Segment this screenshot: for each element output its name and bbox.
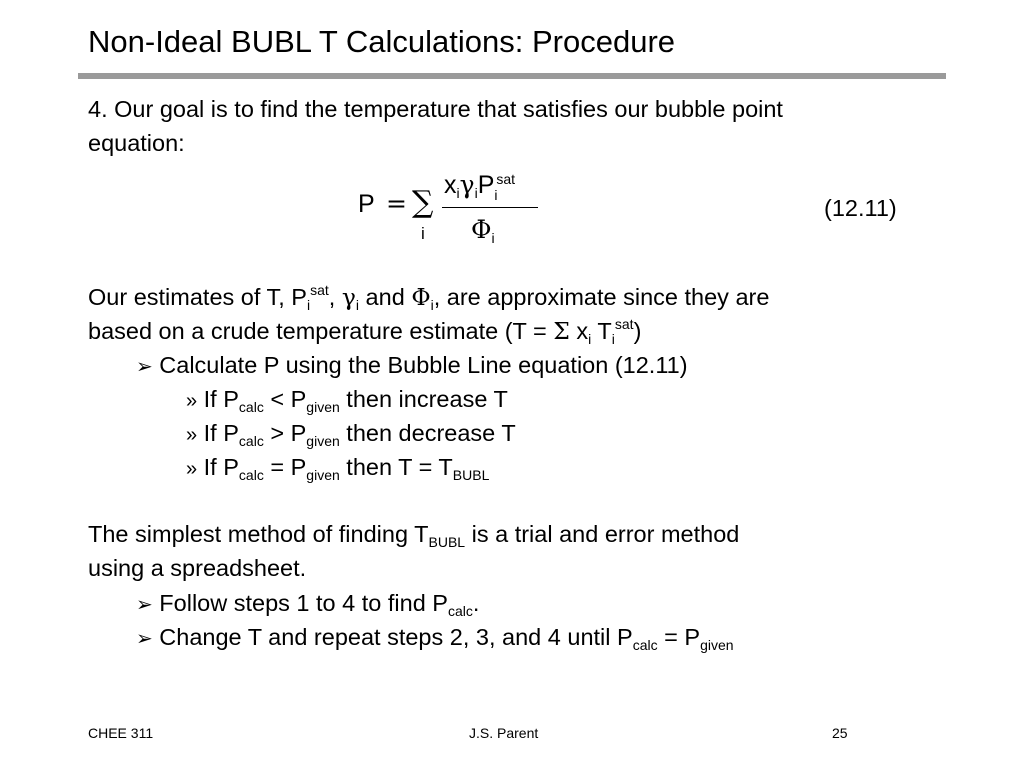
fraction-numerator: $x_i\gamma_iP$ i sat xyxy=(444,170,516,203)
fraction-denominator: $\Phi_i$ xyxy=(471,215,495,246)
raquo-bullet-icon: » xyxy=(186,390,198,412)
raquo-bullet-icon: » xyxy=(186,458,198,480)
arrow-bullet-icon: ➢ xyxy=(136,628,153,650)
summation-symbol: ∑ xyxy=(412,185,434,220)
arrow-bullet-icon: ➢ xyxy=(136,594,153,616)
simplest-line-1: The simplest method of finding $T_{BUBL}$ is a trial and error method xyxy=(88,521,740,550)
raquo-bullet-icon: » xyxy=(186,424,198,446)
fraction-bar xyxy=(442,207,538,208)
condition-increase: » If $P_{calc} < P_{given}$ then increase T xyxy=(186,386,508,415)
estimates-line-2: based on a crude temperature estimate (T = Σ $x_i$ $T_i^{sat}$) xyxy=(88,316,642,347)
equation-lhs: P xyxy=(358,190,375,218)
equation-number: (12.11) xyxy=(824,195,897,221)
condition-decrease: » If $P_{calc} > P_{given}$ then decrease T xyxy=(186,420,516,449)
bullet-calculate: ➢ Calculate P using the Bubble Line equation (12.11) xyxy=(136,352,688,378)
estimates-line-1: Our estimates of T, $P_i^{sat}$, $\gamma_i$ and $\Phi_i$, are approximate since they are xyxy=(88,282,770,313)
step-change: ➢ Change T and repeat steps 2, 3, and 4 until $P_{calc} = P_{given}$ xyxy=(136,624,734,653)
simplest-line-2: using a spreadsheet. xyxy=(88,555,307,581)
intro-line-1: 4. Our goal is to find the temperature that satisfies our bubble point xyxy=(88,96,783,122)
footer-author: J.S. Parent xyxy=(469,725,539,741)
condition-equal: » If $P_{calc} = P_{given}$ then $T = T_{BUBL}$ xyxy=(186,454,490,483)
step-follow: ➢ Follow steps 1 to 4 to find $P_{calc}$. xyxy=(136,590,480,619)
title-divider xyxy=(78,73,946,79)
intro-line-2: equation: xyxy=(88,130,185,156)
footer-page-number: 25 xyxy=(832,725,848,741)
arrow-bullet-icon: ➢ xyxy=(136,356,153,378)
equation-equals: = xyxy=(386,189,407,218)
slide-title: Non-Ideal BUBL T Calculations: Procedure xyxy=(88,24,676,59)
footer-course: CHEE 311 xyxy=(88,725,154,741)
summation-index: i xyxy=(421,224,425,243)
